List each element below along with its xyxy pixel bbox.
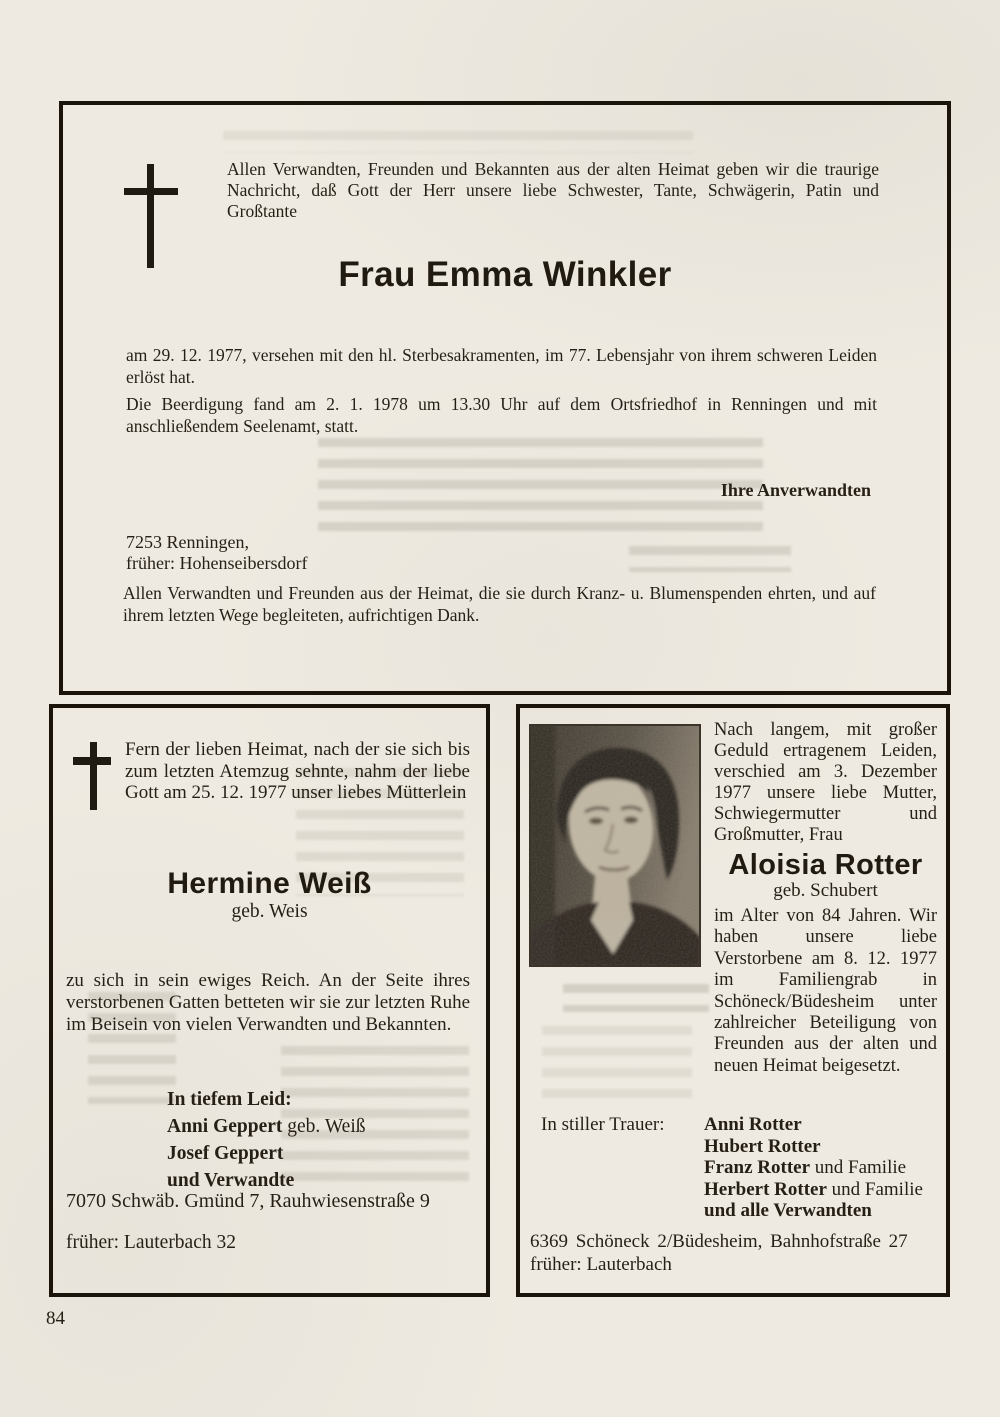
mourners-signature: Ihre Anverwandten (720, 480, 871, 500)
burial-text: Die Beerdigung fand am 2. 1. 1978 um 13.30 Uhr auf dem Ortsfriedhof in Renningen und mit anschließendem Seelenamt, statt. (126, 394, 877, 436)
mourner-line: Herbert Rotter und Familie (704, 1178, 923, 1200)
thanks-text: Allen Verwandten und Freunden aus der Heimat, die sie durch Kranz- u. Blumenspenden ehrten, und auf ihrem letzten Wege begleiteten, aufrichtigen Dank. (123, 583, 876, 625)
bleed-through-text (223, 131, 693, 153)
cross-bar (124, 188, 178, 195)
bleed-through-text (542, 1026, 692, 1104)
grief-label: In stiller Trauer: (541, 1114, 665, 1135)
deceased-name: Frau Emma Winkler (338, 255, 672, 294)
cross-bar (147, 164, 154, 268)
intro-text: Allen Verwandten, Freunden und Bekannten aus der alten Heimat geben wir die traurige Nachricht, daß Gott der Herr unsere liebe Schwester, Tante, Schwägerin, Patin und Großtante (227, 159, 879, 221)
page-number: 84 (46, 1308, 65, 1329)
maiden-name: geb. Schubert (773, 880, 878, 901)
obituary-hermine-weiss (49, 704, 490, 1297)
intro-text: Fern der lieben Heimat, nach der sie sich bis zum letzten Atemzug sehnte, nahm der liebe Gott am 25. 12. 1977 unser liebes Mütterlein (125, 739, 470, 803)
bleed-through-text (629, 546, 791, 572)
bleed-through-text (318, 438, 763, 532)
deceased-name: Aloisia Rotter (728, 849, 923, 881)
maiden-name: geb. Weis (231, 901, 308, 922)
death-notice-text: am 29. 12. 1977, versehen mit den hl. Sterbesakramenten, im 77. Lebensjahr von ihrem schweren Leiden erlöst hat. (126, 345, 877, 387)
mourners-block (704, 1114, 923, 1222)
mourner-line: und alle Verwandten (704, 1200, 872, 1222)
cross-bar (90, 742, 97, 810)
deceased-name: Hermine Weiß (167, 867, 372, 900)
address-line: 7070 Schwäb. Gmünd 7, Rauhwiesenstraße 9 (66, 1190, 430, 1212)
address-line: früher: Lauterbach (530, 1254, 672, 1275)
address-line: früher: Lauterbach 32 (66, 1232, 236, 1253)
mourner-line: Franz Rotter und Familie (704, 1157, 907, 1179)
cross-bar (73, 757, 111, 765)
mourner-line: und Verwandte (167, 1170, 295, 1191)
portrait-photo-image (529, 724, 701, 967)
obituary-emma-winkler (59, 101, 951, 695)
mourners-block (167, 1086, 366, 1194)
address-line: früher: Hohenseibersdorf (126, 553, 308, 573)
portrait-photo (529, 724, 701, 967)
mourner-line: Anni Geppert geb. Weiß (167, 1116, 366, 1137)
cross-icon (73, 742, 113, 814)
address-line: 7253 Renningen, (126, 532, 249, 552)
body-text: zu sich in sein ewiges Reich. An der Seite ihres verstorbenen Gatten betteten wir sie zur letzten Ruhe im Beisein von vielen Verwandten und Bekannten. (66, 970, 470, 1035)
grief-label: In tiefem Leid: (167, 1089, 292, 1110)
mourner-line: Josef Geppert (167, 1143, 284, 1164)
address-line: 6369 Schöneck 2/Büdesheim, Bahnhofstraße 27 (530, 1231, 908, 1252)
bleed-through-text (563, 984, 709, 1012)
mourner-line: Hubert Rotter (704, 1135, 821, 1157)
intro-text: Nach langem, mit großer Geduld ertragenem Leiden, verschied am 3. Dezember 1977 unsere liebe Mutter, Schwiegermutter und Großmutter, Frau (714, 720, 937, 845)
mourner-line: Anni Rotter (704, 1114, 802, 1135)
obituary-aloisia-rotter (516, 704, 950, 1297)
body-text: im Alter von 84 Jahren. Wir haben unsere liebe Verstorbene am 8. 12. 1977 im Familiengrab in Schöneck/Büdesheim unter zahlreicher Beteiligung von Freunden aus der alten und neuen Heimat beigesetzt. (714, 906, 937, 1076)
address-block (126, 532, 307, 574)
